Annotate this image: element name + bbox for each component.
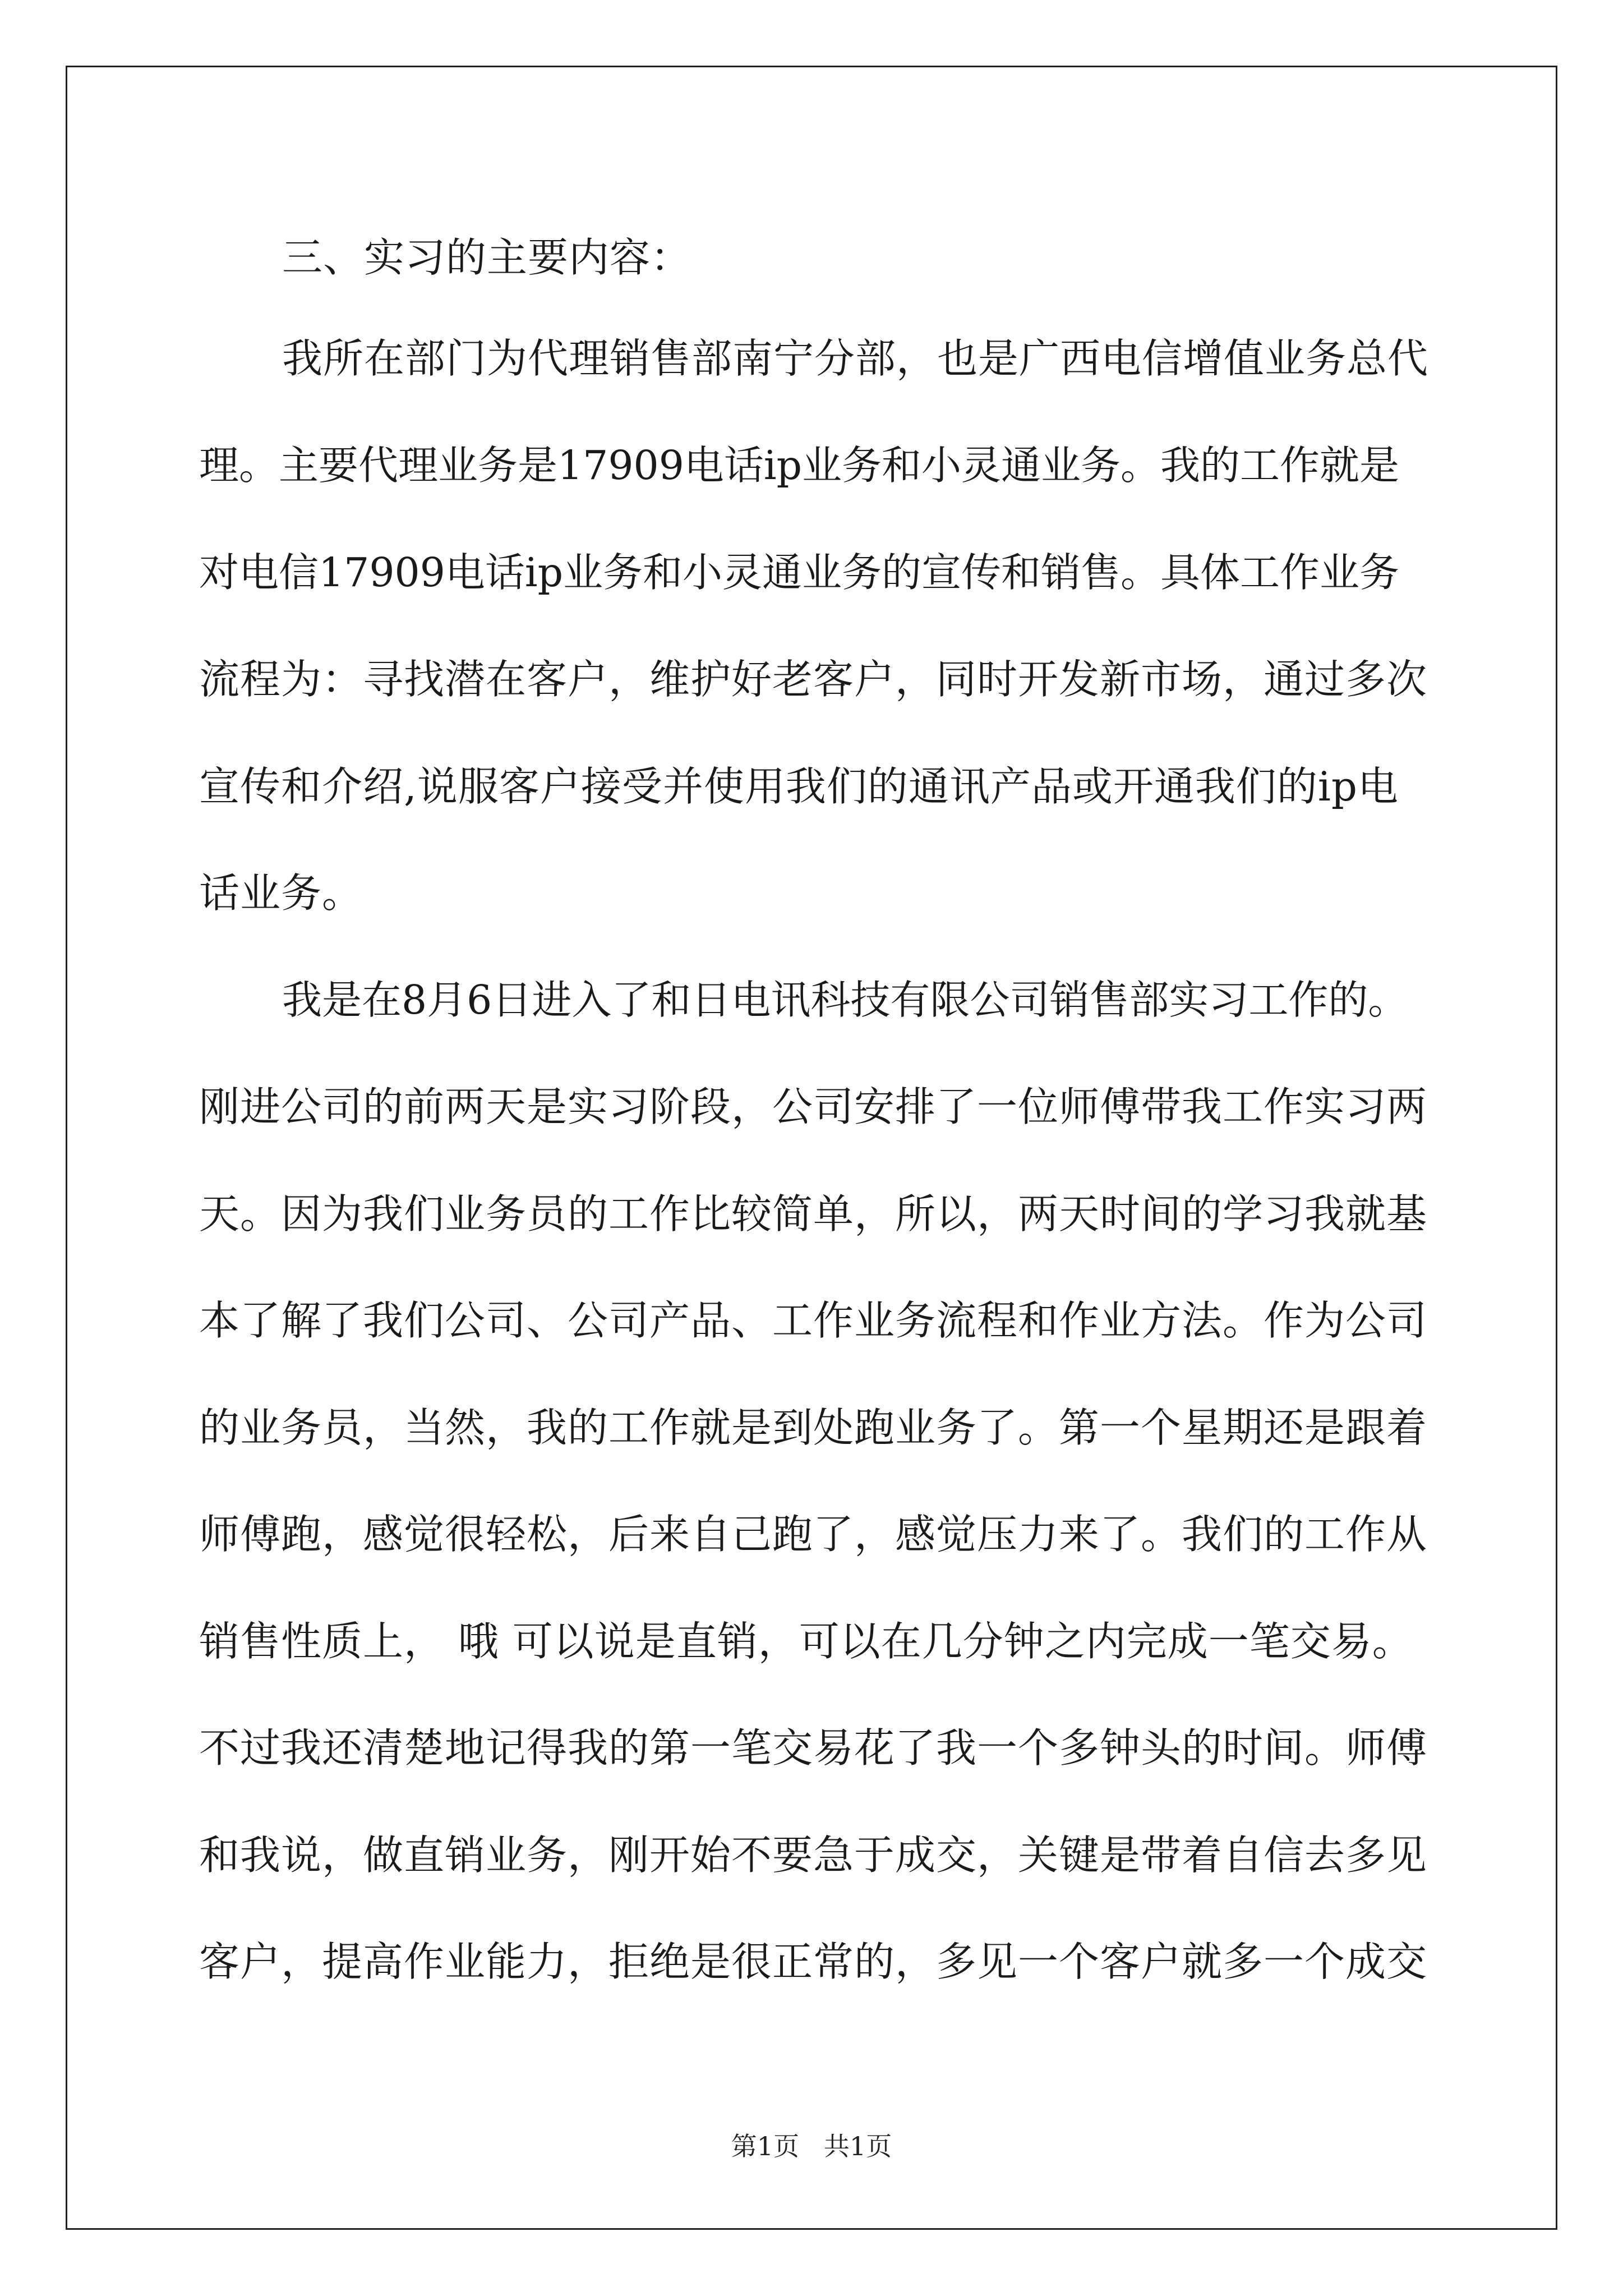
page-border [66, 66, 1557, 2230]
paragraph-2-line-10: 客户，提高作业能力，拒绝是很正常的，多见一个客户就多一个成交 [199, 1938, 1428, 1985]
paragraph-2-line-3: 天。因为我们业务员的工作比较简单，所以，两天时间的学习我就基 [199, 1190, 1428, 1237]
paragraph-2-line-1: 我是在8月6日进入了和日电讯科技有限公司销售部实习工作的。 [282, 977, 1408, 1023]
paragraph-2-line-4: 本了解了我们公司、公司产品、工作业务流程和作业方法。作为公司 [199, 1297, 1428, 1344]
paragraph-2-line-6: 师傅跑，感觉很轻松，后来自己跑了，感觉压力来了。我们的工作从 [199, 1511, 1428, 1558]
paragraph-1-line-2: 理。主要代理业务是17909电话ip业务和小灵通业务。我的工作就是 [199, 442, 1400, 489]
page-number-label: 第1页 共1页 [731, 2131, 892, 2161]
paragraph-1-line-5: 宣传和介绍,说服客户接受并使用我们的通讯产品或开通我们的ip电 [199, 763, 1399, 810]
paragraph-1-line-6: 话业务。 [199, 869, 363, 917]
section-heading: 三、实习的主要内容： [282, 234, 692, 281]
paragraph-2-line-9: 和我说，做直销业务，刚开始不要急于成交，关键是带着自信去多见 [199, 1832, 1428, 1879]
paragraph-2-line-5: 的业务员，当然，我的工作就是到处跑业务了。第一个星期还是跟着 [199, 1404, 1428, 1451]
paragraph-1-line-1: 我所在部门为代理销售部南宁分部，也是广西电信增值业务总代 [282, 335, 1429, 382]
page-footer [0, 2133, 1623, 2159]
paragraph-2-line-8: 不过我还清楚地记得我的第一笔交易花了我一个多钟头的时间。师傅 [199, 1724, 1428, 1772]
paragraph-1-line-4: 流程为：寻找潜在客户，维护好老客户，同时开发新市场，通过多次 [199, 656, 1428, 703]
paragraph-2-line-7: 销售性质上， 哦 可以说是直销，可以在几分钟之内完成一笔交易。 [199, 1618, 1413, 1665]
paragraph-1-line-3: 对电信17909电话ip业务和小灵通业务的宣传和销售。具体工作业务 [199, 549, 1400, 596]
paragraph-2-line-2: 刚进公司的前两天是实习阶段，公司安排了一位师傅带我工作实习两 [199, 1083, 1428, 1130]
